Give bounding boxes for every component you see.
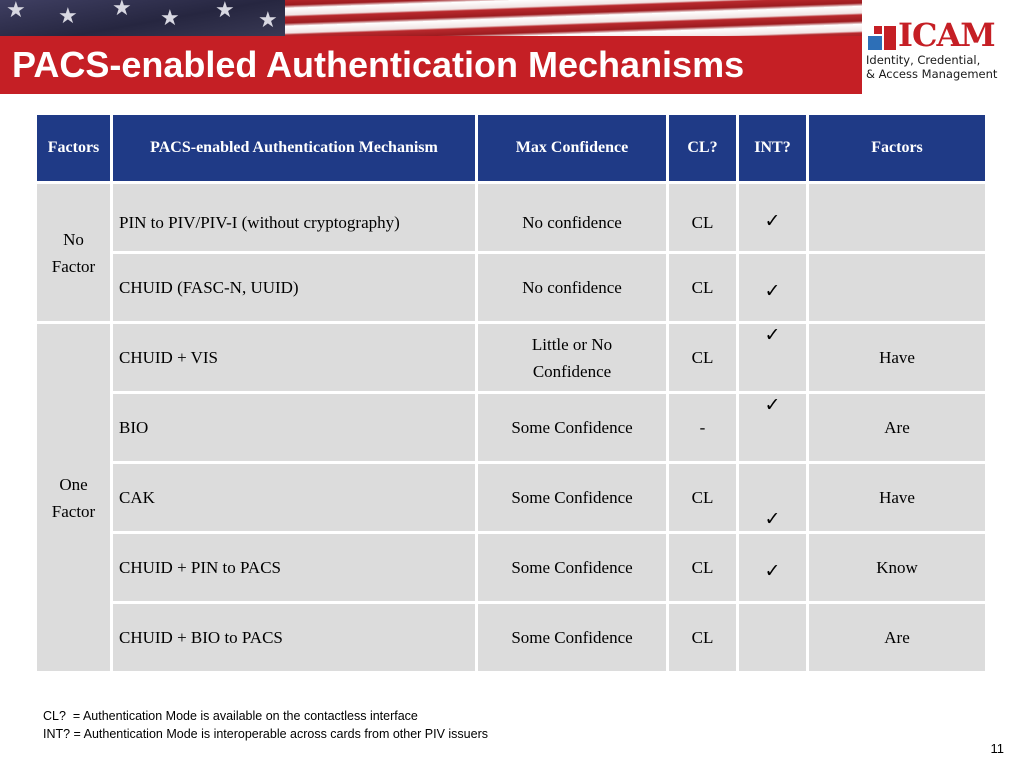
factor-group-cell xyxy=(37,184,110,321)
header-mechanism: PACS-enabled Authentication Mechanism xyxy=(113,115,475,181)
checkmark-icon: ✓ xyxy=(764,280,781,302)
confidence-cell: Some Confidence xyxy=(478,604,666,671)
logo-subtitle-line1: Identity, Credential, xyxy=(866,53,981,67)
int-cell xyxy=(739,184,806,251)
confidence-cell: No confidence xyxy=(478,184,666,251)
factor-type-cell: Have xyxy=(809,324,985,391)
checkmark-icon: ✓ xyxy=(764,394,781,416)
table-row xyxy=(37,184,985,251)
star-icon: ★ xyxy=(58,4,78,29)
table-row xyxy=(37,254,985,321)
mechanism-cell: CHUID (FASC-N, UUID) xyxy=(113,254,475,321)
header-cl: CL? xyxy=(669,115,736,181)
int-cell xyxy=(739,254,806,321)
header-factor-type: Factors xyxy=(809,115,985,181)
int-cell xyxy=(739,534,806,601)
checkmark-icon: ✓ xyxy=(764,324,781,346)
logo-subtitle xyxy=(866,53,997,81)
factor-group-cell xyxy=(37,324,110,671)
star-icon: ★ xyxy=(258,8,278,33)
factor-group-line: No xyxy=(63,229,84,249)
icam-logo xyxy=(866,18,1018,84)
table-header-row xyxy=(37,115,985,181)
cl-cell: CL xyxy=(669,464,736,531)
int-cell xyxy=(739,394,806,461)
cl-cell: CL xyxy=(669,604,736,671)
table-row xyxy=(37,324,985,391)
mechanism-cell: CAK xyxy=(113,464,475,531)
table-row xyxy=(37,394,985,461)
checkmark-icon: ✓ xyxy=(764,560,781,582)
mechanism-cell: PIN to PIV/PIV-I (without cryptography) xyxy=(113,184,475,251)
mechanism-cell: BIO xyxy=(113,394,475,461)
table-row xyxy=(37,464,985,531)
header-factors: Factors xyxy=(37,115,110,181)
confidence-cell: No confidence xyxy=(478,254,666,321)
checkmark-icon: ✓ xyxy=(764,508,781,530)
factor-group-line: One xyxy=(59,474,88,494)
cl-cell: CL xyxy=(669,534,736,601)
checkmark-icon: ✓ xyxy=(764,210,781,232)
cl-cell: CL xyxy=(669,324,736,391)
factor-group-line: Factor xyxy=(51,256,96,276)
mechanism-cell: CHUID + BIO to PACS xyxy=(113,604,475,671)
confidence-cell: Some Confidence xyxy=(478,394,666,461)
footnote-cl: CL? = Authentication Mode is available on the contactless interface xyxy=(43,709,418,723)
factor-type-cell: Have xyxy=(809,464,985,531)
factor-type-cell xyxy=(809,254,985,321)
footnote-int: INT? = Authentication Mode is interoperable across cards from other PIV issuers xyxy=(43,727,489,741)
page-number: 11 xyxy=(990,741,1004,756)
confidence-cell: Little or No Confidence xyxy=(478,324,666,391)
confidence-cell: Some Confidence xyxy=(478,464,666,531)
header-int: INT? xyxy=(739,115,806,181)
confidence-cell: Some Confidence xyxy=(478,534,666,601)
logo-wordmark: ICAM xyxy=(898,16,995,54)
mechanism-cell: CHUID + VIS xyxy=(113,324,475,391)
factor-type-cell xyxy=(809,184,985,251)
factor-type-cell: Are xyxy=(809,394,985,461)
slide-title: PACS-enabled Authentication Mechanisms xyxy=(12,44,745,85)
header-max-confidence: Max Confidence xyxy=(478,115,666,181)
int-cell xyxy=(739,464,806,531)
star-icon: ★ xyxy=(112,0,132,21)
flag-canton xyxy=(0,0,285,38)
int-cell xyxy=(739,324,806,391)
table-row xyxy=(37,604,985,671)
cl-cell: CL xyxy=(669,184,736,251)
factor-group-line: Factor xyxy=(51,501,96,521)
mechanism-cell: CHUID + PIN to PACS xyxy=(113,534,475,601)
title-banner xyxy=(0,0,862,94)
star-icon: ★ xyxy=(160,6,180,31)
factor-type-cell: Are xyxy=(809,604,985,671)
star-icon: ★ xyxy=(6,0,26,23)
factor-type-cell: Know xyxy=(809,534,985,601)
logo-subtitle-line2: & Access Management xyxy=(866,67,998,81)
star-icon: ★ xyxy=(215,0,235,23)
authentication-table xyxy=(34,112,988,674)
cl-cell: - xyxy=(669,394,736,461)
table-row xyxy=(37,534,985,601)
cl-cell: CL xyxy=(669,254,736,321)
int-cell xyxy=(739,604,806,671)
footnotes xyxy=(43,707,488,743)
